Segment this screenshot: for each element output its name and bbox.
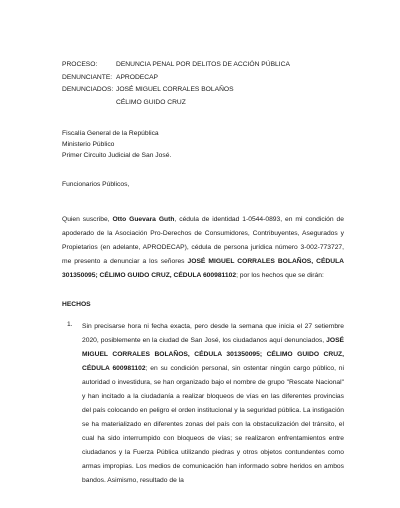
signer-name: Otto Guevara Guth — [112, 216, 175, 223]
header-label: DENUNCIADOS: — [62, 86, 114, 94]
header-value: APRODECAP — [116, 73, 158, 81]
header-row-proceso — [62, 60, 290, 73]
item-text-part: Sin precisarse hora ni fecha exacta, pero desde la semana que inicia el 27 setiembre 2020, posiblemente en la ciudad de San José, los ciudadanos aquí denunciados, — [82, 323, 344, 344]
header-value: JOSÉ MIGUEL CORRALES BOLAÑOS — [116, 86, 234, 94]
addressee-line: Fiscalía General de la República — [62, 130, 159, 137]
item-text-part: ; en su condición personal, sin ostentar ningún cargo público, ni autoridad o investidura, se han organizado bajo el nombre de grupo "Rescate Nacional" y han incitado a la ciudadanía a realizar bloqueos de vías en las diferentes provincias del país colocando en peligro el orden institucional y la seguridad pública. La instigación se ha materializado en diferentes zonas del país con la obstaculización del tránsito, el cual ha sido interrumpido con bloqueos de vías; se realizaron enfrentamientos entre ciudadanos y la Fuerza Pública utilizando piedras y otros objetos contundentes como armas impropias. Los medios de comunicación han informado sobre heridos en ambos bandos. Asimismo, resultado de la — [82, 365, 345, 484]
addressee-line: Primer Circuito Judicial de San José. — [62, 152, 172, 160]
case-header — [62, 60, 290, 110]
header-value: DENUNCIA PENAL POR DELITOS DE ACCIÓN PÚBLICA — [116, 61, 290, 68]
intro-text: , cédula de identidad 1-0544-0893, en mi condición de apoderado de la Asociación Pro-Derechos de Consumidores, Contribuyentes, Asegurados y Propietarios (en adelante, APRODECAP), cédula de persona jurídica número 3-002-773727, me presento a denunciar a los señores — [62, 216, 344, 265]
intro-text: ; por los hechos que se dirán: — [236, 272, 324, 279]
addressee-line: Ministerio Público — [62, 141, 115, 149]
item-number: 1. — [67, 321, 73, 328]
header-row-denunciados — [62, 85, 290, 98]
header-row-denunciados-2 — [62, 98, 290, 111]
header-value: CÉLIMO GUIDO CRUZ — [116, 98, 186, 106]
intro-text: Quien suscribe, — [62, 216, 113, 223]
header-label — [62, 98, 116, 111]
header-row-denunciante — [62, 73, 290, 86]
item-text — [82, 320, 344, 488]
greeting: Funcionarios Públicos, — [62, 181, 130, 188]
accused-names: JOSÉ MIGUEL CORRALES BOLAÑOS, CÉDULA 301350095; CÉLIMO GUIDO CRUZ, CÉDULA 600981102 — [82, 337, 344, 372]
header-label: PROCESO: — [62, 61, 98, 68]
section-title-hechos: HECHOS — [62, 301, 91, 308]
header-label: DENUNCIANTE: — [62, 73, 113, 81]
list-item — [62, 320, 344, 488]
accused-names: JOSÉ MIGUEL CORRALES BOLAÑOS, CÉDULA 301350095; CÉLIMO GUIDO CRUZ, CÉDULA 600981102 — [62, 258, 344, 279]
intro-paragraph — [62, 213, 344, 283]
addressee-block — [62, 129, 171, 163]
